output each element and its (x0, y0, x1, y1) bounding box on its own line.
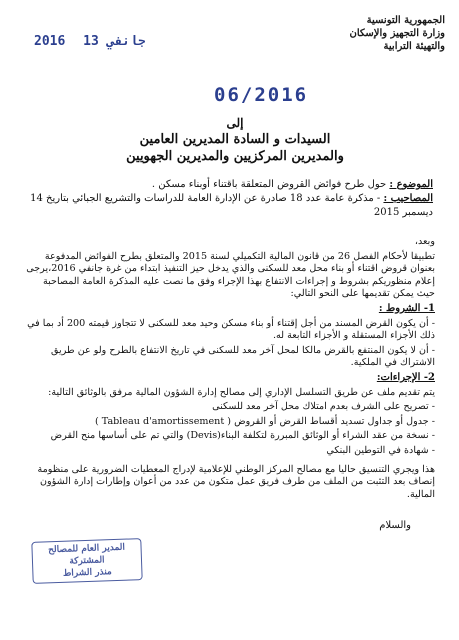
letter-body (23, 236, 435, 503)
document-item: - تصريح على الشرف بعدم امتلاك محل آخر معد للسكنى (212, 401, 435, 413)
signature-block (32, 540, 142, 582)
references-line (23, 192, 433, 220)
subject-text: حول طرح فوائض القروض المتعلقة باقتناء أوبناء مسكن . (151, 179, 387, 190)
document-item: - نسخة من عقد الشراء أو الوثائق المبررة لتكلفة البناء(Devis) والتي تم على أساسها منح القرض (50, 430, 435, 442)
greeting: وبعد، (414, 236, 435, 247)
ministry-line: الجمهورية التونسية (366, 15, 445, 26)
procedures-title: 2- الإجراءات: (376, 371, 435, 383)
ministry-line: والتهيئة الترابية (383, 41, 445, 52)
coordination-paragraph: هذا ويجري التنسيق حاليا مع مصالح المركز الوطني للإعلامية لإدراج المعطيات الضرورية على منظومة إنصاف بعد التثبت من الملف من طرف فريق عمل متكون من عدد من أعوان وإطارات إدارة الشؤون المالية. (37, 463, 435, 500)
ministry-line: وزارة التجهيز والإسكان (349, 28, 445, 39)
procedures-intro: يتم تقديم ملف عن طريق التسلسل الإداري إلى مصالح إدارة الشؤون المالية مرفق بالوثائق التالية: (48, 386, 435, 398)
signatory-name: منذر الشراط (62, 567, 112, 579)
conditions-title: 1- الشروط : (378, 302, 435, 314)
document-item: - شهادة في التوطين البنكي (326, 444, 435, 456)
references-label: المصاحيب : (383, 193, 433, 204)
subject-label: الموضوع : (389, 179, 433, 190)
condition-item: - أن لا يكون المنتفع بالقرض مالكا لمحل آخر معد للسكنى في تاريخ الانتفاع بالطرح ولو عن طريق الاشتراك في الملكية. (51, 344, 435, 369)
addressee-block (40, 116, 430, 164)
condition-item: - أن يكون القرض المسند من أجل إقتناء أو بناء مسكن وحيد معد للسكنى لا تتجاوز قيمته 200 أد بما في ذلك الأجزاء المستقلة و الأجزاء التابعة له. (27, 317, 435, 342)
ministry-header (275, 14, 445, 53)
date-stamp (34, 34, 146, 49)
references-text: - مذكرة عامة عدد 18 صادرة عن الإدارة العامة للدراسات والتشريع الجبائي بتاريخ 14 ديسمبر 2015 (30, 193, 433, 218)
closing: والسلام (379, 520, 411, 531)
signature-stamp (31, 538, 142, 584)
date-day: 13 جانفي (83, 34, 146, 49)
date-year: 2016 (34, 34, 66, 49)
signatory-title: المدير العام للمصالح المشتركة (48, 542, 126, 567)
addressee-line: السيدات و السادة المديرين العامين (139, 132, 331, 147)
subject-line (23, 178, 433, 192)
reference-stamp: 06/2016 (214, 84, 309, 106)
addressee-line: والمديرين المركزيين والمديرين الجهويين (126, 149, 344, 164)
addressee-to: إلى (226, 116, 244, 130)
document-item: - جدول أو جداول تسديد أقساط القرض أو القروض ( Tableau d'amortissement ) (95, 415, 435, 427)
intro-paragraph: تطبيقا لأحكام الفصل 26 من قانون المالية التكميلي لسنة 2015 والمتعلق بطرح الفوائض المدفوعة بعنوان قروض اقتناء أو بناء محل معد للسكنى والذي يدخل حيز التنفيذ ابتداء من غرة جانفي 2016،يرجى إعلام منظوريكم بشروط و إجراءات الانتفاع بهذا الإجراء وفق ما نصت عليه المذكرة العامة المصاحبة حيث يمكن تقديمها على النحو التالي: (26, 250, 435, 300)
subject-block (23, 178, 433, 220)
